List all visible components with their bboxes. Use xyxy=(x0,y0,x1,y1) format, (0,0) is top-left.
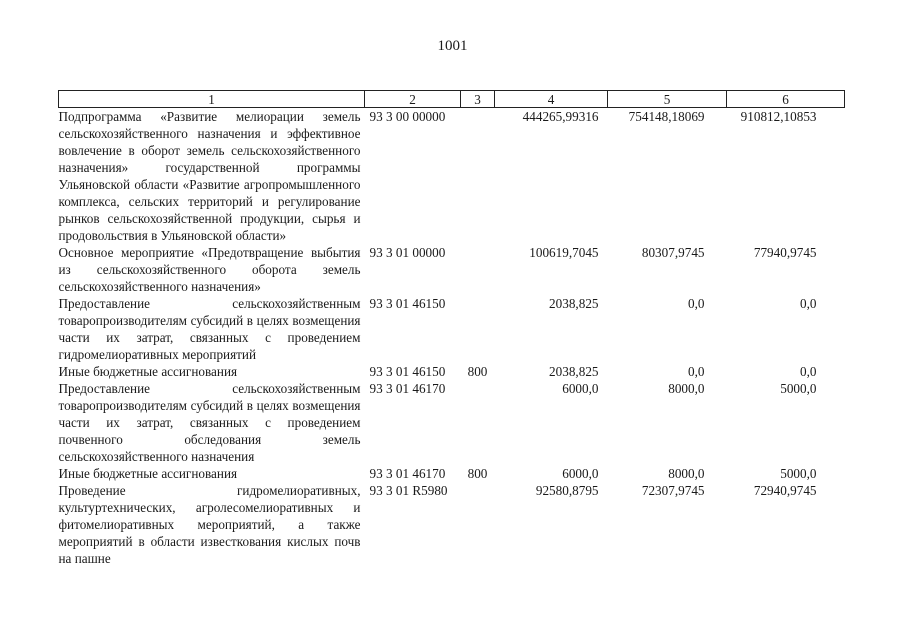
budget-rows xyxy=(59,108,845,568)
row-description: Предоставление сельскохозяйственным товаропроизводителям субсидий в целях возмещения части их затрат, связанных с проведением почвенного обследования земель сельскохозяйственного назначения xyxy=(58,381,361,464)
row-amount-col4: 2038,825 xyxy=(549,364,599,379)
row-amount-col4: 6000,0 xyxy=(562,466,599,481)
row-amount-col5: 754148,18069 xyxy=(628,109,705,124)
row-code: 93 3 00 00000 xyxy=(369,109,446,124)
row-amount-col4: 92580,8795 xyxy=(535,483,599,498)
row-amount-col6: 0,0 xyxy=(800,364,817,379)
row-amount-col6: 5000,0 xyxy=(780,466,817,481)
header-col-6: 6 xyxy=(727,91,845,108)
budget-table xyxy=(58,90,845,567)
row-description: Иные бюджетные ассигнования xyxy=(58,466,238,481)
row-amount-col6: 910812,10853 xyxy=(740,109,817,124)
row-code: 93 3 01 46170 xyxy=(369,466,446,481)
row-expense-type: 800 xyxy=(467,364,488,379)
table-row xyxy=(59,482,845,567)
row-code: 93 3 01 46150 xyxy=(369,364,446,379)
row-expense-type: 800 xyxy=(467,466,488,481)
header-col-1: 1 xyxy=(59,91,365,108)
row-amount-col4: 2038,825 xyxy=(549,296,599,311)
row-amount-col6: 72940,9745 xyxy=(753,483,817,498)
row-amount-col5: 0,0 xyxy=(688,364,705,379)
row-expense-type xyxy=(461,295,495,363)
table-row xyxy=(59,244,845,295)
row-description: Предоставление сельскохозяйственным товаропроизводителям субсидий в целях возмещения части их затрат, связанных с проведением гидромелиоративных мероприятий xyxy=(58,296,361,362)
row-description: Подпрограмма «Развитие мелиорации земель сельскохозяйственного назначения и эффективное вовлечение в оборот земель сельскохозяйственного назначения» государственной программы Ульяновской области «Развитие агропромышленного комплекса, сельских территорий и регулирование рынков сельскохозяйственной продукции, сырья и продовольствия в Ульяновской области» xyxy=(58,109,361,243)
row-expense-type xyxy=(461,482,495,567)
row-amount-col6: 5000,0 xyxy=(780,381,817,396)
table-row xyxy=(59,108,845,245)
row-code: 93 3 01 00000 xyxy=(369,245,446,260)
page-number: 1001 xyxy=(437,38,468,54)
row-amount-col4: 444265,99316 xyxy=(522,109,599,124)
row-code: 93 3 01 46170 xyxy=(369,381,446,396)
row-code: 93 3 01 R5980 xyxy=(369,483,448,498)
row-description: Основное мероприятие «Предотвращение выбытия из сельскохозяйственного оборота земель сельскохозяйственного назначения» xyxy=(58,245,361,294)
table-row xyxy=(59,363,845,380)
row-amount-col5: 8000,0 xyxy=(668,466,705,481)
table-row xyxy=(59,380,845,465)
row-amount-col6: 0,0 xyxy=(800,296,817,311)
header-row xyxy=(59,91,845,108)
row-expense-type xyxy=(461,380,495,465)
row-amount-col5: 72307,9745 xyxy=(641,483,705,498)
row-amount-col6: 77940,9745 xyxy=(753,245,817,260)
row-amount-col4: 100619,7045 xyxy=(529,245,599,260)
header-col-3: 3 xyxy=(461,91,495,108)
row-code: 93 3 01 46150 xyxy=(369,296,446,311)
table-row xyxy=(59,465,845,482)
row-expense-type xyxy=(461,244,495,295)
table-row xyxy=(59,295,845,363)
row-amount-col5: 0,0 xyxy=(688,296,705,311)
header-col-4: 4 xyxy=(495,91,608,108)
row-amount-col4: 6000,0 xyxy=(562,381,599,396)
header-col-2: 2 xyxy=(365,91,461,108)
row-expense-type xyxy=(461,108,495,245)
column-number-header xyxy=(59,91,845,108)
row-amount-col5: 8000,0 xyxy=(668,381,705,396)
header-col-5: 5 xyxy=(608,91,727,108)
row-description: Иные бюджетные ассигнования xyxy=(58,364,238,379)
row-amount-col5: 80307,9745 xyxy=(641,245,705,260)
row-description: Проведение гидромелиоративных, культуртехнических, агролесомелиоративных и фитомелиоративных мероприятий, а также мероприятий в области известкования кислых почв на пашне xyxy=(58,483,361,566)
